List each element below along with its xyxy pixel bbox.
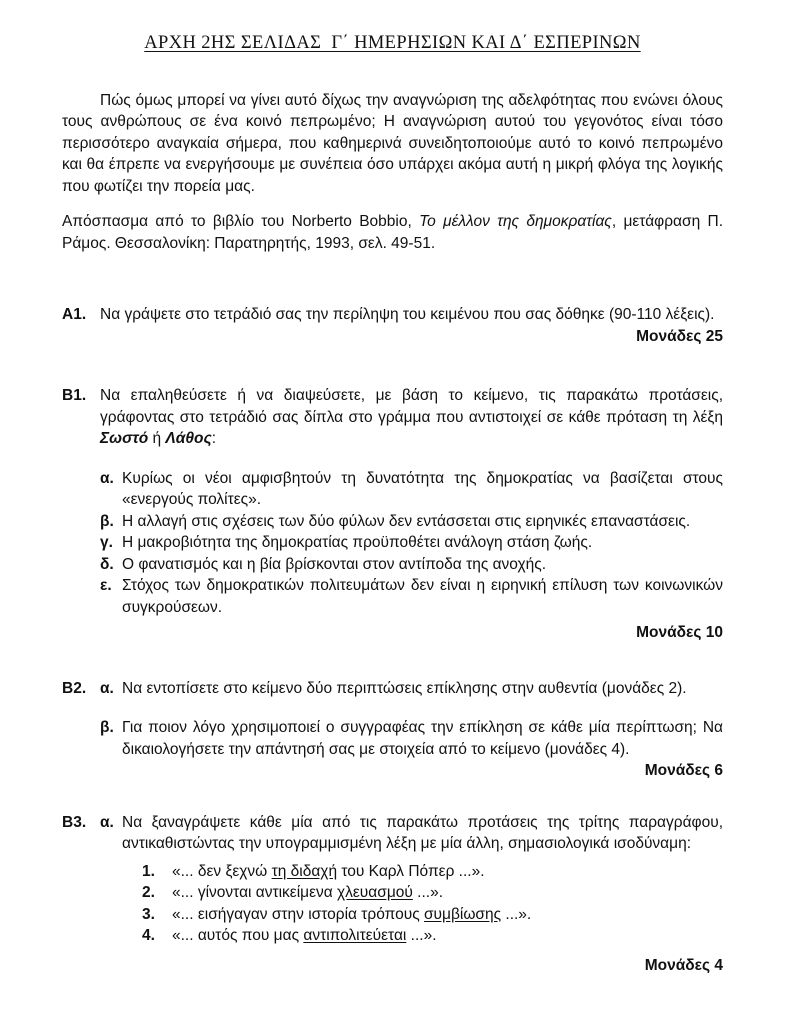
question-a1-label: Α1. [62,306,87,323]
underlined-word: χλευασμού [337,884,413,901]
question-b3-sub-a-content [122,812,723,947]
question-b1 [62,385,723,644]
question-b2-marks: Μονάδες 6 [644,762,723,779]
question-a1-marks: Μονάδες 25 [636,327,723,345]
quote-pre: «... αυτός που μας [172,927,304,944]
list-item [100,575,723,618]
question-b3-sentences [142,861,723,947]
underlined-word: τη διδαχή [271,862,338,880]
list-item-text: Ο φανατισμός και η βία βρίσκονται στον αντίποδα της ανοχής. [122,555,547,573]
citation-pre: Απόσπασμα από το βιβλίο του Norberto Bobbio, [62,213,420,230]
b1-word-true: Σωστό [100,430,149,447]
underlined-word: αντιπολιτεύεται [303,927,407,944]
citation-post: , μετάφραση Π. Ράμος. Θεσσαλονίκη: Παρατηρητής, 1993, σελ. 49-51. [62,213,724,252]
quote-post: ...». [412,884,443,901]
list-item [142,904,723,926]
question-b3-body [100,812,723,977]
list-item-marker: α. [100,679,114,697]
list-item-text: Η αλλαγή στις σχέσεις των δύο φύλων δεν εντάσσεται στις ειρηνικές επαναστάσεις. [122,512,691,530]
b1-intro-pre: Να επαληθεύσετε ή να διαψεύσετε, με βάση το κείμενο, τις παρακάτω προτάσεις, γράφοντας στο τετράδιό σας δίπλα στο γράμμα που αντιστοιχεί σε κάθε πρόταση τη λέξη [100,387,723,426]
question-b2-body [100,678,723,782]
list-item [100,511,723,533]
list-item-text: Για ποιον λόγο χρησιμοποιεί ο συγγραφέας την επίκληση σε κάθε μία περίπτωση; Να δικαιολογήσετε την απάντησή σας με στοιχεία από το κείμενο (μονάδες 4). [122,719,723,758]
question-b1-intro [100,385,723,450]
question-b1-statements [100,468,723,619]
list-item [100,717,723,760]
list-item [100,554,723,576]
list-item [100,468,723,511]
list-item-text [172,904,723,926]
list-item [142,861,723,883]
list-item-text [172,882,723,904]
list-item-text: Κυρίως οι νέοι αμφισβητούν τη δυνατότητα της δημοκρατίας να βασίζεται στους «ενεργούς πολίτες». [122,469,723,508]
question-b1-marks: Μονάδες 10 [636,624,723,641]
list-item-marker: β. [100,719,114,736]
quote-pre: «... δεν ξεχνώ [172,862,272,880]
list-item-marker: γ. [100,534,113,551]
question-b3-marks: Μονάδες 4 [644,956,723,974]
underlined-word: συμβίωσης [423,905,502,923]
quote-pre: «... εισήγαγαν στην ιστορία τρόπους [172,905,424,923]
question-b1-label: Β1. [62,387,87,404]
list-item-number: 3. [142,905,155,923]
question-b2 [62,678,723,782]
question-b2-label: Β2. [62,679,87,697]
page-header-text: ΑΡΧΗ 2ΗΣ ΣΕΛΙΔΑΣ Γ΄ ΗΜΕΡΗΣΙΩΝ ΚΑΙ Δ΄ ΕΣΠΕΡΙΝΩΝ [144,33,641,53]
list-item-marker: β. [100,512,114,530]
page-header [62,33,723,55]
list-item-number: 1. [142,862,155,880]
b1-intro-mid: ή [148,430,166,447]
question-b3 [62,812,723,977]
quote-post: ...». [406,927,437,944]
list-item-text [172,861,723,883]
list-item [100,532,723,554]
b1-intro-post: : [211,430,217,447]
list-item-number: 2. [142,884,155,901]
list-item-text: Η μακροβιότητα της δημοκρατίας προϋποθέτει ανάλογη στάση ζωής. [122,534,593,551]
question-a1-text: Να γράψετε στο τετράδιό σας την περίληψη του κειμένου που σας δόθηκε (90-110 λέξεις). [100,306,715,323]
b1-word-false: Λάθος [165,430,212,447]
list-item-marker: ε. [100,577,112,594]
citation-book-title: Το μέλλον της δημοκρατίας [419,213,612,230]
passage-paragraph: Πώς όμως μπορεί να γίνει αυτό δίχως την αναγνώριση της αδελφότητας που ενώνει όλους τους ανθρώπους σε ένα κοινό πεπρωμένο; Η αναγνώριση αυτού του γεγονότος είναι τόσο περισσότερο αναγκαία σήμερα, που καθημερινά συνειδητοποιούμε αυτό το κοινό πεπρωμένο και θα έπρεπε να ενεργήσουμε με συνέπεια όσο υπάρχει ακόμα αυτή η μικρή φλόγα της λογικής που φωτίζει την πορεία μας. [62,91,723,195]
citation [62,211,723,254]
list-item-text: Να εντοπίσετε στο κείμενο δύο περιπτώσεις επίκλησης στην αυθεντία (μονάδες 2). [122,679,687,697]
quote-post: του Καρλ Πόπερ ...». [337,862,485,880]
quote-post: ...». [501,905,532,923]
list-item [142,882,723,904]
list-item-marker: α. [100,813,114,831]
list-item-marker: δ. [100,555,114,573]
question-b3-intro: Να ξαναγράψετε κάθε μία από τις παρακάτω προτάσεις της τρίτης παραγράφου, αντικαθιστώντας την υπογραμμισμένη λέξη με μία άλλη, σημασιολογικά ισοδύναμη: [122,813,723,852]
question-b3-sub-a [100,812,723,947]
question-b1-body [100,385,723,644]
list-item [142,925,723,947]
list-item-marker: α. [100,469,114,487]
list-item-text [172,925,723,947]
list-item-text: Στόχος των δημοκρατικών πολιτευμάτων δεν είναι η ειρηνική επίλυση των κοινωνικών συγκρούσεων. [122,577,723,616]
list-item [100,678,723,700]
list-item-number: 4. [142,927,155,944]
question-b3-label: Β3. [62,813,87,831]
question-a1-body [100,304,723,347]
quote-pre: «... γίνονται αντικείμενα [172,884,338,901]
question-a1 [62,304,723,347]
